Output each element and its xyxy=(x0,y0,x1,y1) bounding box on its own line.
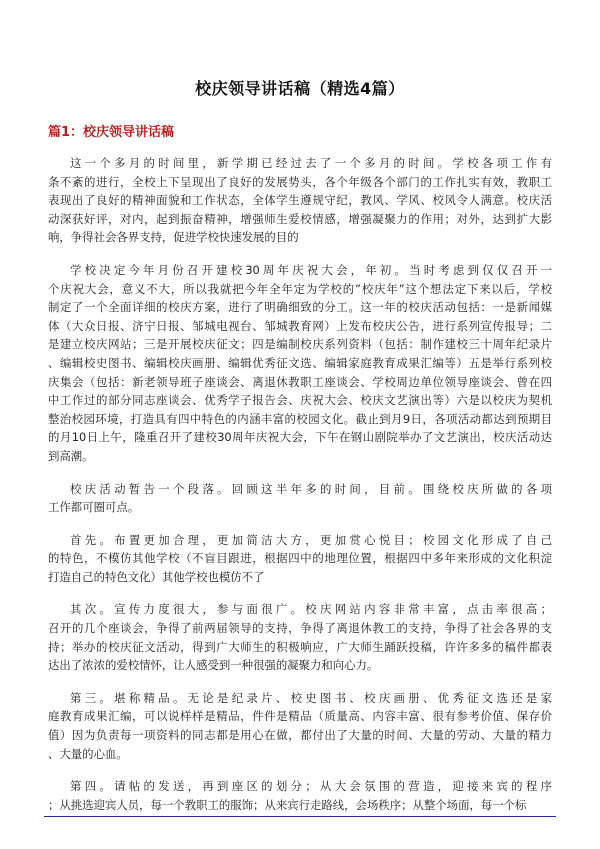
paragraph-line: 个庆祝大会，意义不大，所以我就把今年全年定为学校的”校庆年”这个想法定下来以后，学校 xyxy=(48,281,552,296)
paragraph-line: 、编辑校史图书、编辑校庆画册、编辑优秀征文选、编辑家庭教育成果汇编等）五是举行系列校 xyxy=(48,355,552,370)
paragraph xyxy=(48,480,552,517)
paragraph-line: 动深获好评，对内，起到振奋精神，增强师生爱校情感，增强凝聚力的作用；对外，达到扩大影 xyxy=(48,211,552,226)
paragraph-line: 表现出了良好的精神面貌和工作状态，全体学生遵规守纪，教风、学风、校风令人满意。校庆活 xyxy=(48,193,552,208)
paragraph-line: 这一个多月的时间里，新学期已经过去了一个多月的时间。学校各项工作有 xyxy=(70,156,552,170)
footer-divider xyxy=(44,816,556,817)
paragraph-line: 响，争得社会各界支持，促进学校快速发展的目的 xyxy=(48,230,299,245)
paragraph xyxy=(48,689,552,763)
paragraph-line: 体（大众日报、济宁日报、邹城电视台、邹城教育网）上发布校庆公告，进行系列宣传报导；二 xyxy=(48,318,552,333)
paragraph-line: 持；举办的校庆征文活动，得到广大师生的积极响应，广大师生踊跃投稿，许许多多的稿件都表 xyxy=(48,639,552,654)
paragraph xyxy=(48,777,552,814)
paragraph-line: 第四。请帖的发送，再到座区的划分；从大会氛围的营造，迎接来宾的程序 xyxy=(70,779,552,794)
paragraph-line: 中工作过的部分同志座谈会、优秀学子报告会、庆祝大会、校庆文艺演出等）六是以校庆为契机 xyxy=(48,393,552,408)
paragraph-line: 的月10日上午，隆重召开了建校30周年庆祝大会，下午在钢山剧院举办了文艺演出，校庆活动达 xyxy=(48,430,552,445)
paragraph xyxy=(48,531,552,587)
paragraph-line: 第三。堪称精品。无论是纪录片、校史图书、校庆画册、优秀征文选还是家 xyxy=(70,690,552,705)
paragraph-line: 庭教育成果汇编，可以说样样是精品，件件是精品（质量高、内容丰富、很有参考价值、保存价 xyxy=(48,709,552,724)
paragraph-line: 的特色，不模仿其他学校（不盲目跟进，根据四中的地理位置，根据四中多年来形成的文化积淀 xyxy=(48,551,552,566)
paragraph xyxy=(48,600,552,674)
page-title: 校庆领导讲话稿（精选4篇） xyxy=(195,79,405,98)
section-heading: 篇1：校庆领导讲话稿 xyxy=(48,125,175,140)
paragraph-line: 其次。宣传力度很大，参与面很广。校庆网站内容非常丰富，点击率很高； xyxy=(70,602,552,617)
paragraph-line: 达出了浓浓的爱校情怀，让人感受到一种很强的凝聚力和向心力。 xyxy=(48,658,379,673)
paragraph-line: 是建立校庆网站；三是开展校庆征文；四是编制校庆系列资料（包括：制作建校三十周年纪录片 xyxy=(48,337,552,352)
paragraph-line: 打造自己的特色文化）其他学校也模仿不了 xyxy=(48,569,265,584)
paragraph xyxy=(48,261,552,466)
paragraph-line: 制定了一个全面详细的校庆方案，进行了明确细致的分工。这一年的校庆活动包括：一是新闻媒 xyxy=(48,300,552,315)
paragraph-line: 、大量的心血。 xyxy=(48,746,128,761)
paragraph-line: 到高潮。 xyxy=(48,448,94,463)
paragraph-line: 值）因为负责每一项资料的同志都是用心在做，都付出了大量的时间、大量的劳动、大量的精力 xyxy=(48,728,552,743)
paragraph-line: 学校决定今年月份召开建校30周年庆祝大会，年初。当时考虑到仅仅召开一 xyxy=(70,262,552,277)
paragraph-line: 首先。布置更加合理，更加简洁大方，更加赏心悦目；校园文化形成了自己 xyxy=(70,532,552,547)
paragraph xyxy=(48,154,552,247)
paragraph-line: 整治校园环境，打造具有四中特色的内涵丰富的校园文化。截止到月9日，各项活动都达到预期目 xyxy=(48,411,552,426)
paragraph-line: 庆集会（包括：新老领导班子座谈会、离退休教职工座谈会、学校周边单位领导座谈会、曾在四 xyxy=(48,374,552,389)
paragraph-line: 条不紊的进行，全校上下呈现出了良好的发展势头，各个年级各个部门的工作扎实有效，教职工 xyxy=(48,174,552,189)
paragraph-line: ；从挑选迎宾人员，每一个教职工的服饰；从来宾行走路线，会场秩序；从整个场面，每一个标 xyxy=(48,797,527,812)
document-body xyxy=(48,154,552,814)
paragraph-line: 工作都可圈可点。 xyxy=(48,500,140,515)
paragraph-line: 召开的几个座谈会，争得了前两届领导的支持，争得了离退休教工的支持，争得了社会各界的支 xyxy=(48,621,552,636)
paragraph-line: 校庆活动暂告一个段落。回顾这半年多的时间，目前。围绕校庆所做的各项 xyxy=(70,481,552,496)
